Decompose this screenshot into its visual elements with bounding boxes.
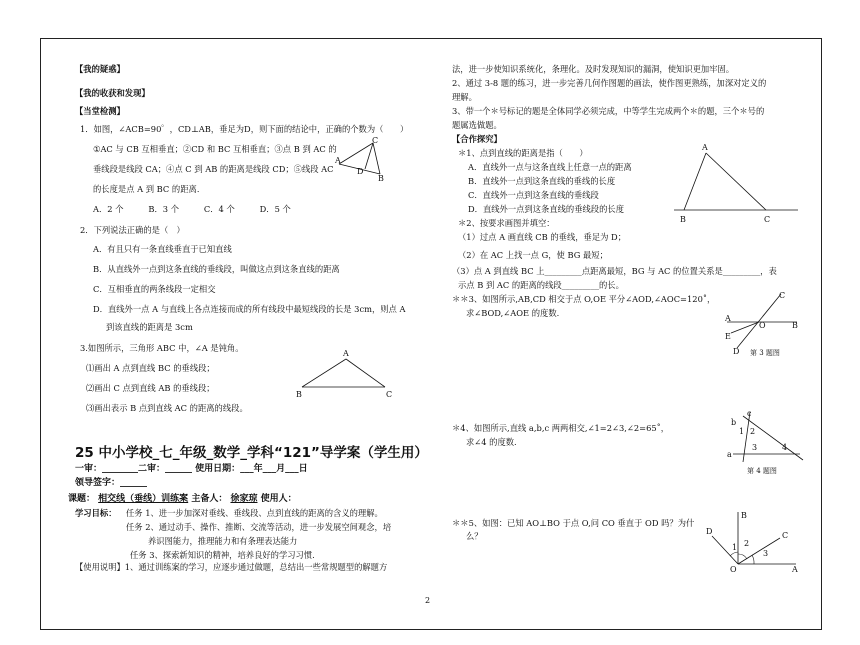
c5-label-a: A [792,565,798,574]
q3-task2: ⑵画出 C 点到直线 AB 的垂线段； [86,383,215,393]
q1-line2: 垂线段是线段 CA；④点 C 到 AB 的距离是线段 CD；⑤线段 AC [93,164,334,174]
q2-option-d-cont: 到该直线的距离是 3cm [106,322,193,332]
c4-label-1: 1 [739,427,745,436]
c5-figure [700,508,805,573]
page-title: 25 中小学校_七_年级_数学_学科“121”导学案（学生用） [75,445,428,461]
goal-task3: 任务 3、探索新知识的精神，培养良好的学习习惯. [130,550,315,560]
q2-option-b: B．从直线外一点到这条直线的垂线段，叫做这点到这条直线的距离 [93,264,340,274]
c4-label-a: a [727,450,732,459]
test-heading: 【当堂检测】 [75,106,125,116]
c4-label-2: 2 [750,427,756,436]
right-line4: 3、带一个＊号标记的题是全体同学必须完成，中等学生完成两个＊的题，三个＊号的 [452,106,765,116]
c4-label-b: b [731,418,737,427]
q2-option-c: C．互相垂直的两条线段一定相交 [93,284,216,294]
q2-option-d: D．直线外一点 A 与直线上各点连接而成的所有线段中最短线段的长是 3cm，则点 A [93,304,406,314]
q3-triangle-figure [290,345,400,400]
c4-figure [725,410,805,465]
c2-label-a: A [702,143,708,152]
c5-label-3: 3 [763,549,769,558]
q1-stem: 1．如图，∠ACB=90゜，CD⊥AB，垂足为D，则下面的结论中，正确的个数为（ ） [80,124,409,134]
right-line5: 题属选做题。 [452,120,502,130]
c4-label-4: 4 [782,443,788,452]
c2-label-b: B [680,215,686,224]
c5-label-c: C [782,531,789,540]
coop-heading: 【合作探究】 [452,134,502,144]
gain-heading: 【我的收获和发现】 [75,88,150,98]
c5-stem: ＊＊5、如图：已知 AO⊥BO 于点 O,问 CO 垂直于 OD 吗？为什 [452,518,695,528]
topic-line [68,494,297,505]
c4-ask: 求∠4 的度数. [466,437,517,447]
q3-task3: ⑶画出表示 B 点到直线 AC 的距离的线段。 [86,403,248,413]
c5-label-1: 1 [732,543,738,552]
c3-label-d: D [733,347,740,356]
c5-label-b: B [741,511,747,520]
topic-label: 课题： [68,494,96,504]
c2-step3: （3）点 A 到直线 BC 上_________点距离最短，BG 与 AC 的位置关系是_________，表 [452,266,777,276]
q3-stem: 3.如图所示，三角形 ABC 中，∠A 是钝角。 [80,343,244,353]
q3-label-a: A [343,349,349,358]
c3-label-c: C [779,291,786,300]
c3-label-a: A [725,314,731,323]
q1-label-d: D [357,167,364,176]
q1-options: A．2 个 B．3 个 C．4 个 D．5 个 [93,204,291,214]
c4-stem: ＊4、如图所示,直线 a,b,c 两两相交,∠1=2∠3,∠2=65˚， [452,423,670,433]
right-line1: 法，进一步使知识系统化，条理化。及时发现知识的漏洞，使知识更加牢固。 [452,64,735,74]
c4-label-3: 3 [752,443,758,452]
q1-triangle-figure [335,138,385,183]
goal-task2-cont: 养识图能力，推理能力和有条理表达能力 [148,536,298,546]
c2-step3-cont: 示点 B 到 AC 的距离的线段_________的长。 [458,280,624,290]
c1-option-a: A．直线外一点与这条直线上任意一点的距离 [468,162,632,172]
q1-label-a: A [335,156,341,165]
goal-task2: 任务 2、通过动手、操作、推断、交流等活动，进一步发展空间观念，培 [126,522,392,532]
usage-note: 【使用说明】1、通过训练案的学习，应逐步通过做题，总结出一些常规题型的解题方 [75,562,388,572]
q1-line1: ①AC 与 CB 互相垂直；②CD 和 BC 互相垂直；③点 B 到 AC 的 [93,144,337,154]
review-line: 一审：________二审：______ 使用日期：___年___月___日 [75,464,308,474]
c1-option-d: D．直线外一点到这条直线的垂线段的长度 [468,204,624,214]
right-line3: 理解。 [452,92,477,102]
right-line2: 2、通过 3-8 题的练习，进一步完善几何作图题的画法，使作图更熟练，加深对定义的 [452,78,767,88]
c3-ask: 求∠BOD,∠AOE 的度数. [466,308,560,318]
c3-label-o: O [759,321,766,330]
c1-stem: ＊1、点到直线的距离是指（ ） [458,148,588,158]
c2-label-c: C [764,215,771,224]
c2-stem: ＊2、按要求画图并填空： [458,218,555,228]
c1-option-c: C．直线外一点到这条直线的垂线段 [468,190,599,200]
c3-stem: ＊＊3、如图所示,AB,CD 相交于点 O,OE 平分∠AOD,∠AOC=120˚， [452,294,716,304]
c3-label-b: B [792,321,798,330]
c5-ask: 么？ [466,531,483,541]
q1-label-b: B [378,174,384,183]
c3-caption: 第 3 题图 [750,349,780,357]
q3-task1: ⑴画出 A 点到直线 BC 的垂线段； [86,363,215,373]
q1-line3: 的长度是点 A 到 BC 的距离． [93,184,206,194]
c4-label-c: c [747,409,752,418]
goal-label: 学习目标： [75,508,117,518]
c1-option-b: B．直线外一点到这条直线的垂线的长度 [468,176,616,186]
c2-step1: （1）过点 A 画直线 CB 的垂线，垂足为 D； [458,232,627,242]
goal-task1: 任务 1、进一步加深对垂线、垂线段、点到直线的距离的含义的理解。 [126,508,383,518]
c2-triangle-figure [670,140,800,230]
prep-label: 主备人： [191,494,228,504]
q2-option-a: A．有且只有一条直线垂直于已知直线 [93,244,232,254]
c5-label-o: O [730,565,737,574]
q3-label-c: C [386,390,393,399]
c2-step2: （2）在 AC 上找一点 G，使 BG 最短； [458,250,608,260]
topic-value: 相交线（垂线）训练案 [98,494,189,504]
c4-caption: 第 4 题图 [747,467,777,475]
q1-label-c: C [372,136,379,145]
doubt-heading: 【我的疑惑】 [75,64,125,74]
c5-label-d: D [706,527,713,536]
page-number: 2 [425,596,431,605]
user-label: 使用人： [260,494,297,504]
c3-label-e: E [725,332,731,341]
c5-label-2: 2 [744,539,750,548]
prep-value: 徐家琼 [230,494,258,504]
q2-stem: 2．下列说法正确的是（ ） [80,225,185,235]
sign-line: 领导签字：______ [75,478,148,488]
q3-label-b: B [296,390,302,399]
